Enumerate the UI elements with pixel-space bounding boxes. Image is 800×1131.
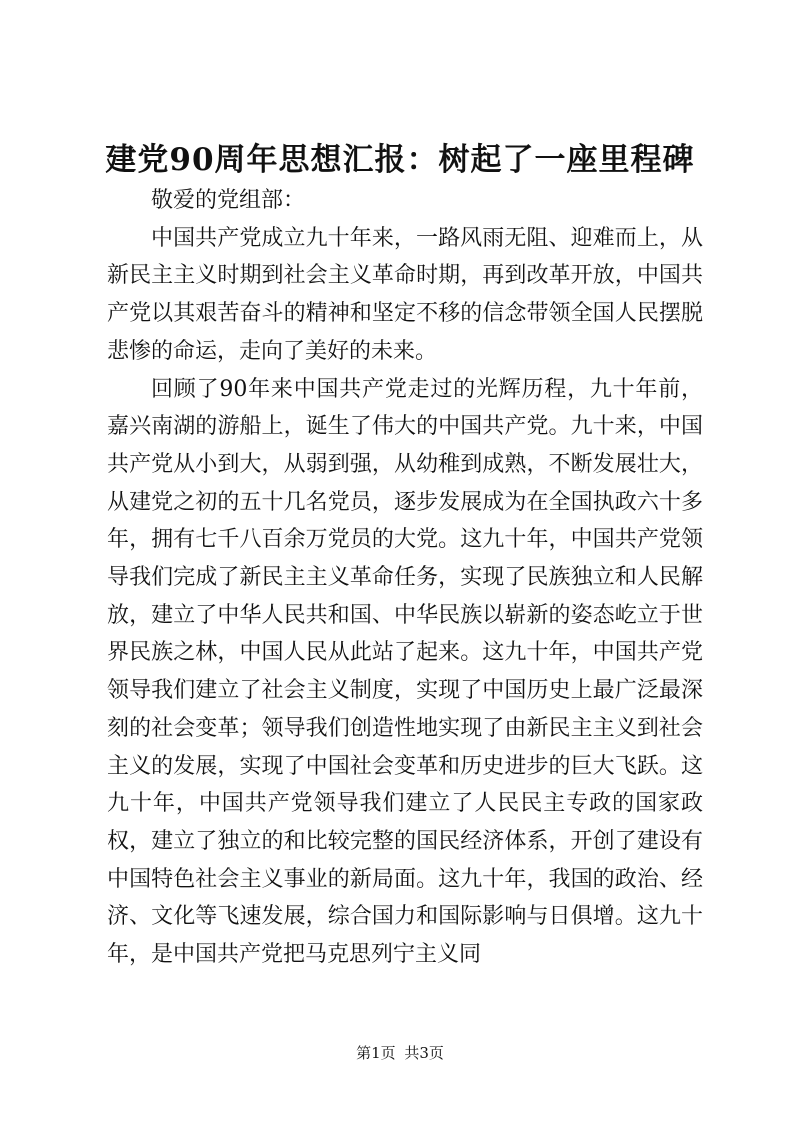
page-footer — [0, 1043, 800, 1063]
document-title: 建党90周年思想汇报：树起了一座里程碑 — [105, 142, 695, 178]
paragraph-2: 回顾了90年来中国共产党走过的光辉历程，九十年前，嘉兴南湖的游船上，诞生了伟大的中国共产党。九十来，中国共产党从小到大，从弱到强，从幼稚到成熟，不断发展壮大，从建党之初的五十几名党员，逐步发展成为在全国执政六十多年，拥有七千八百余万党员的大党。这九十年，中国共产党领导我们完成了新民主主义革命任务，实现了民族独立和人民解放，建立了中华人民共和国、中华民族以崭新的姿态屹立于世界民族之林，中国人民从此站了起来。这九十年，中国共产党领导我们建立了社会主义制度，实现了中国历史上最广泛最深刻的社会变革；领导我们创造性地实现了由新民主主义到社会主义的发展，实现了中国社会变革和历史进步的巨大飞跃。这九十年，中国共产党领导我们建立了人民民主专政的国家政权，建立了独立的和比较完整的国民经济体系，开创了建设有中国特色社会主义事业的新局面。这九十年，我国的政治、经济、文化等飞速发展，综合国力和国际影响与日俱增。这九十年，是中国共产党把马克思列宁主义同 — [107, 376, 703, 968]
page-total: 共3页 — [404, 1044, 444, 1062]
document-body — [107, 182, 703, 974]
page-number: 第1页 — [356, 1044, 396, 1062]
paragraph-1: 中国共产党成立九十年来，一路风雨无阻、迎难而上，从新民主主义时期到社会主义革命时期，再到改革开放，中国共产党以其艰苦奋斗的精神和坚定不移的信念带领全国人民摆脱悲惨的命运，走向了美好的未来。 — [107, 225, 703, 364]
salutation: 敬爱的党组部： — [151, 188, 306, 213]
